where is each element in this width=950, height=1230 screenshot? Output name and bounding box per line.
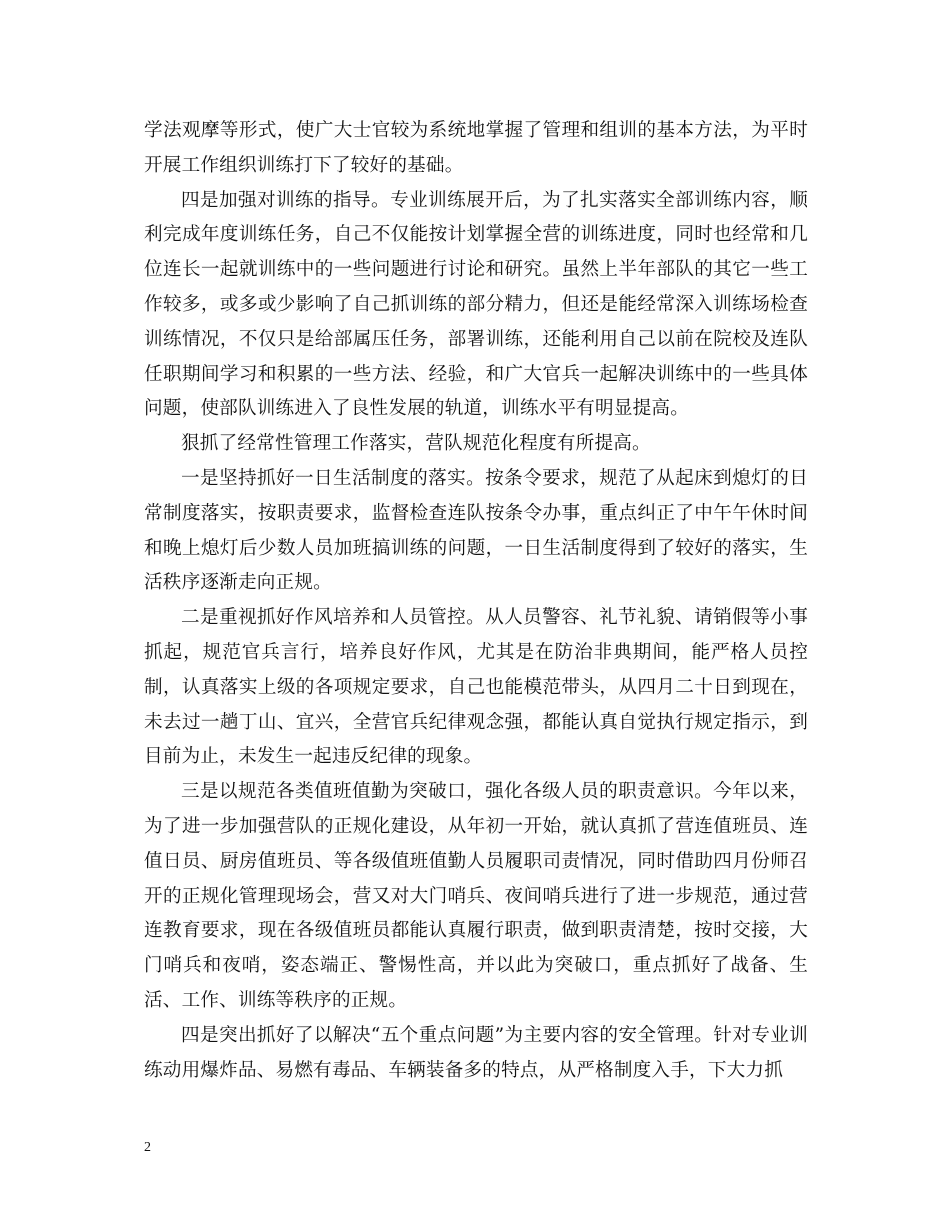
paragraph: 二是重视抓好作风培养和人员管控。从人员警容、礼节礼貌、请销假等小事抓起，规范官兵言行，培养良好作风，尤其是在防治非典期间，能严格人员控制，认真落实上级的各项规定要求，自己也能模范带头，从四月二十日到现在，未去过一趟丁山、宜兴，全营官兵纪律观念强，都能认真自觉执行规定指示，到目前为止，未发生一起违反纪律的现象。 xyxy=(144,607,808,768)
page-number: 2 xyxy=(144,1140,151,1155)
paragraph: 学法观摩等形式，使广大士官较为系统地掌握了管理和组训的基本方法，为平时开展工作组织训练打下了较好的基础。 xyxy=(144,120,808,176)
paragraph: 狠抓了经常性管理工作落实，营队规范化程度有所提高。 xyxy=(181,433,651,455)
body-text xyxy=(144,114,808,1088)
paragraph: 四是加强对训练的指导。专业训练展开后，为了扎实落实全部训练内容，顺利完成年度训练任务，自己不仅能按计划掌握全营的训练进度，同时也经常和几位连长一起就训练中的一些问题进行讨论和研究。虽然上半年部队的其它一些工作较多，或多或少影响了自己抓训练的部分精力，但还是能经常深入训练场检查训练情况，不仅只是给部属压任务，部署训练，还能利用自己以前在院校及连队任职期间学习和积累的一些方法、经验，和广大官兵一起解决训练中的一些具体问题，使部队训练进入了良性发展的轨道，训练水平有明显提高。 xyxy=(144,189,808,420)
paragraph: 一是坚持抓好一日生活制度的落实。按条令要求，规范了从起床到熄灯的日常制度落实，按职责要求，监督检查连队按条令办事，重点纠正了中午午休时间和晚上熄灯后少数人员加班搞训练的问题，一日生活制度得到了较好的落实，生活秩序逐渐走向正规。 xyxy=(144,467,808,594)
paragraph: 四是突出抓好了以解决“五个重点问题”为主要内容的安全管理。针对专业训练动用爆炸品、易燃有毒品、车辆装备多的特点，从严格制度入手，下大力抓 xyxy=(144,1024,808,1081)
paragraph: 三是以规范各类值班值勤为突破口，强化各级人员的职责意识。今年以来，为了进一步加强营队的正规化建设，从年初一开始，就认真抓了营连值班员、连值日员、厨房值班员、等各级值班值勤人员履职司责情况，同时借助四月份师召开的正规化管理现场会，营又对大门哨兵、夜间哨兵进行了进一步规范，通过营连教育要求，现在各级值班员都能认真履行职责，做到职责清楚，按时交接，大门哨兵和夜哨，姿态端正、警惕性高，并以此为突破口，重点抓好了战备、生活、工作、训练等秩序的正规。 xyxy=(144,781,808,1011)
